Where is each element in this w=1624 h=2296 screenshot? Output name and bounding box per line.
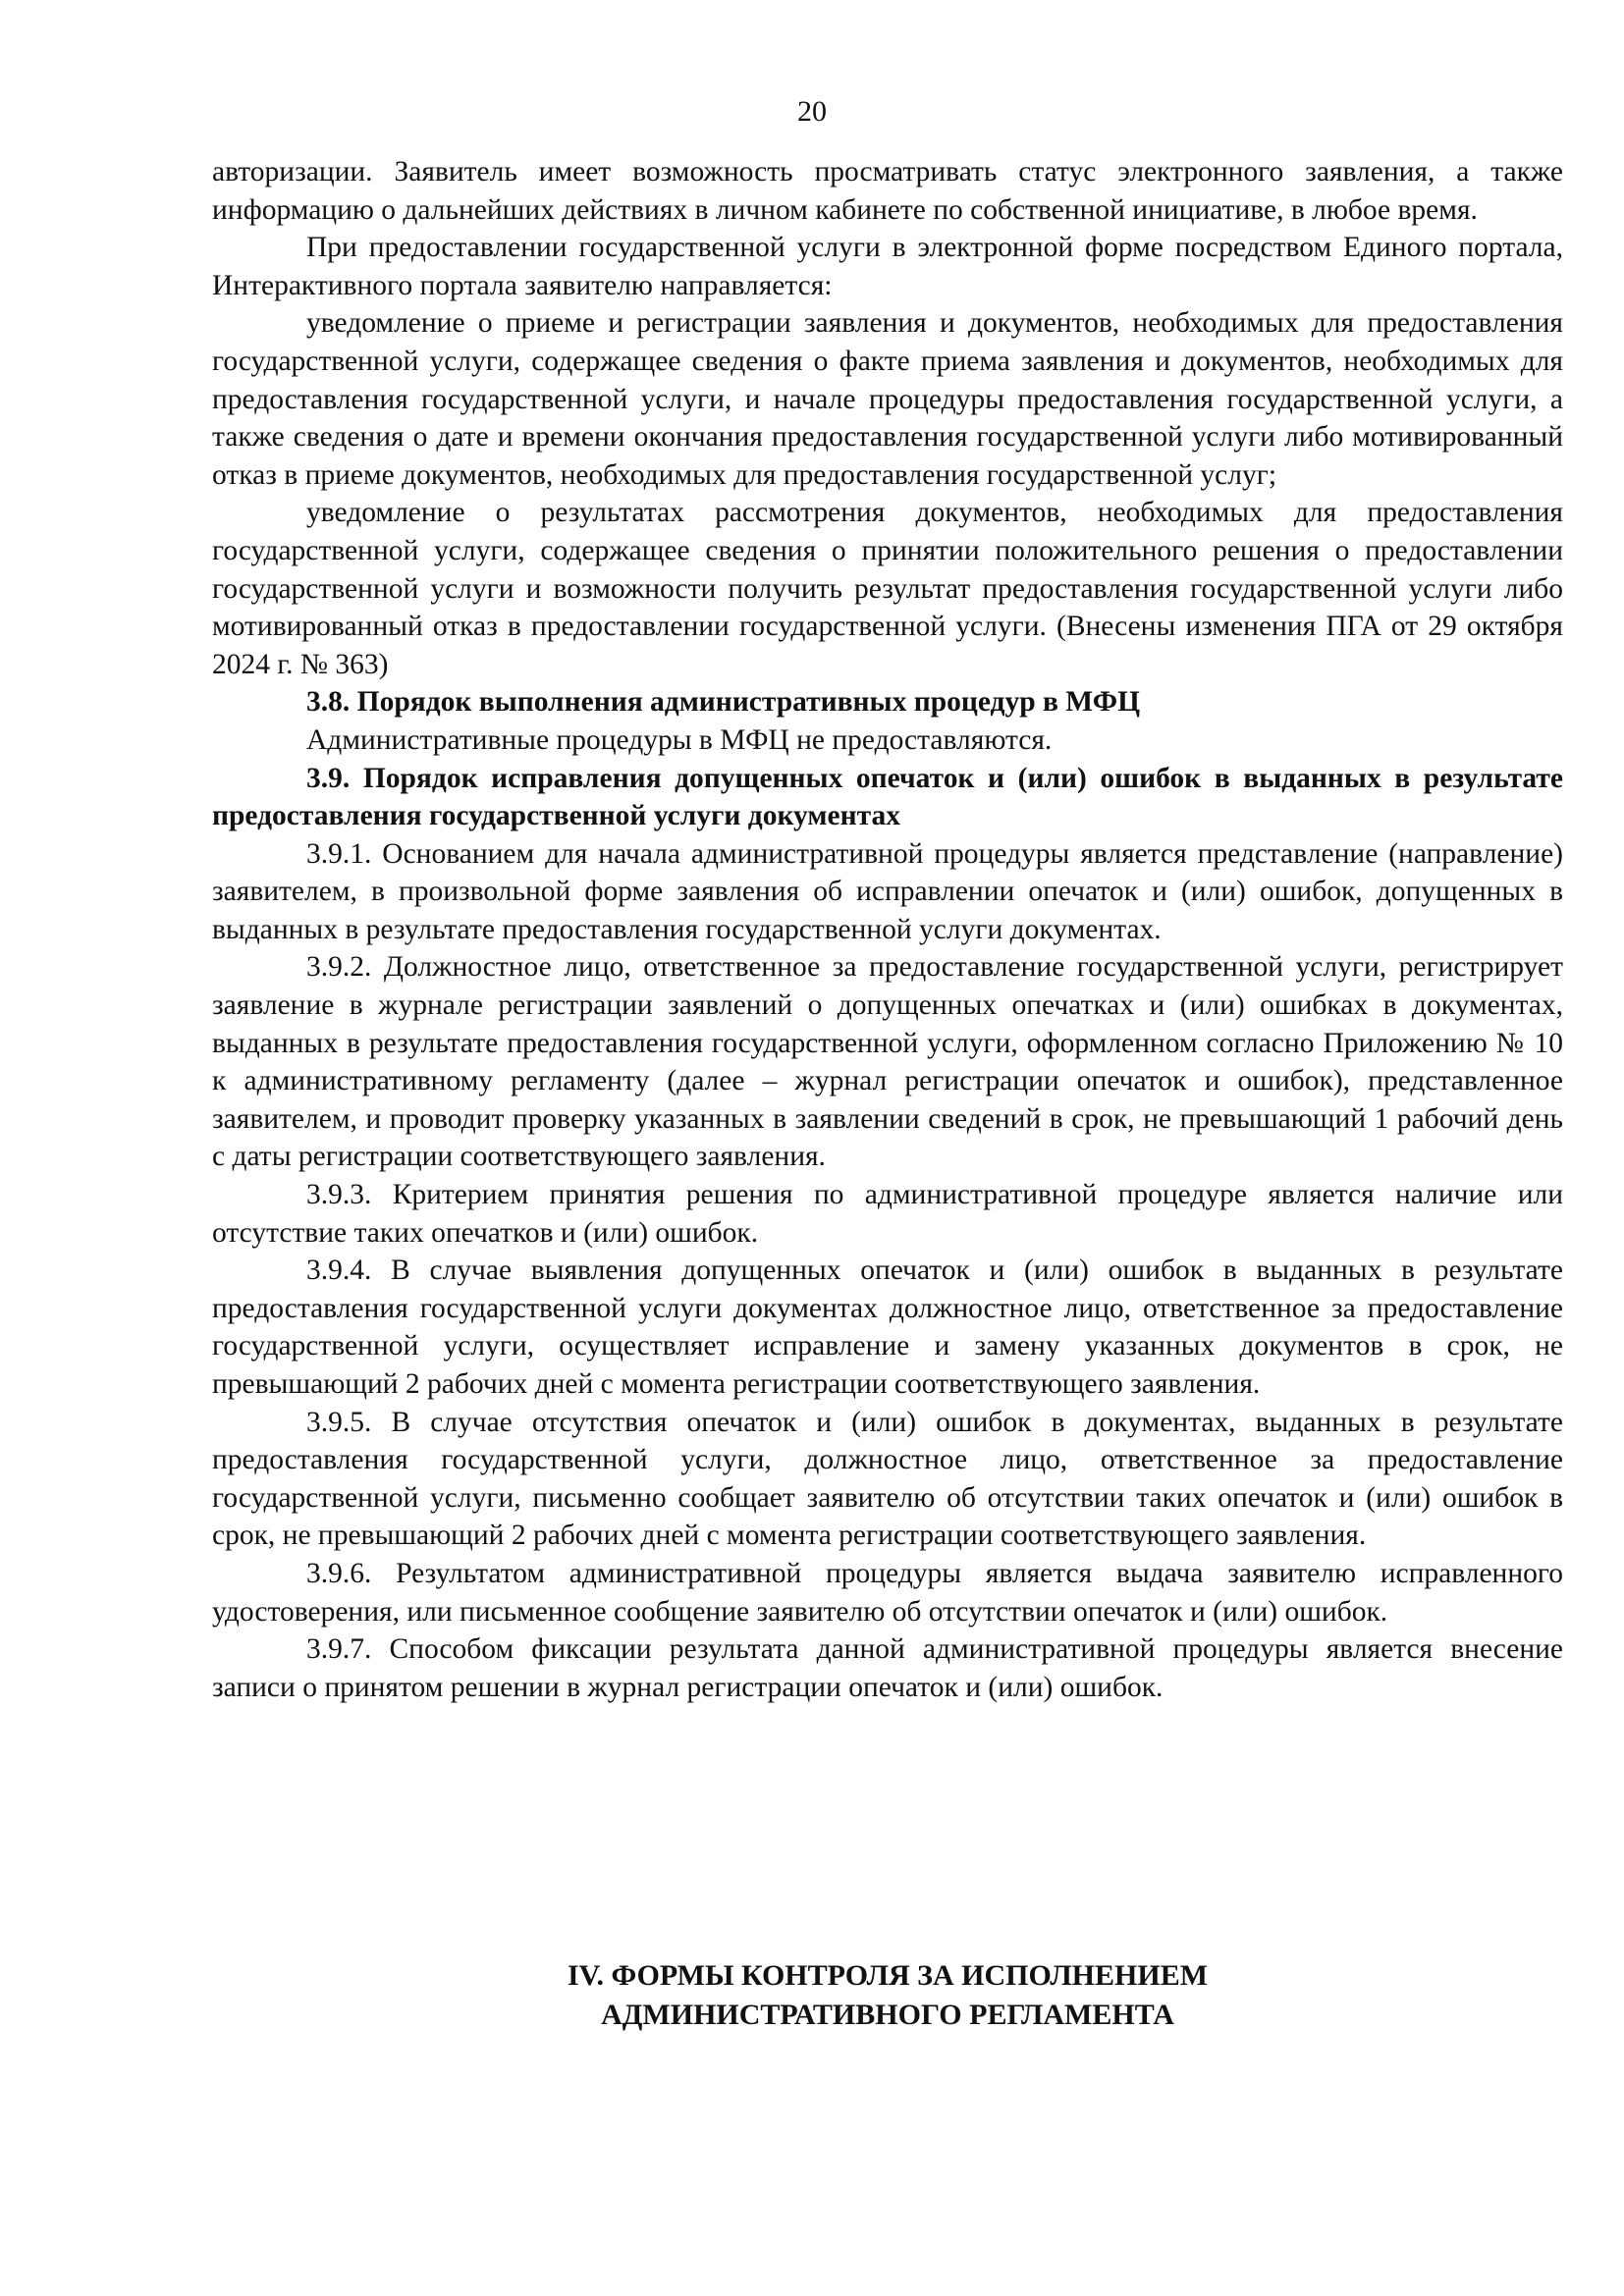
heading-3-8: 3.8. Порядок выполнения административных процедур в МФЦ: [306, 686, 1141, 719]
paragraph-3-9-4: 3.9.4. В случае выявления допущенных опечаток и (или) ошибок в выданных в результате предоставления государственной услуги документах должностное лицо, ответственное за предоставление государственной услуги, осуществляет исправление и замену указанных документов в срок, не превышающий 2 рабочих дней с момента регистрации соответствующего заявления.: [212, 1255, 1563, 1400]
section-title-line-1: IV. ФОРМЫ КОНТРОЛЯ ЗА ИСПОЛНЕНИЕМ: [567, 1959, 1209, 1992]
document-body: [212, 153, 1563, 1706]
paragraph-authorization: авторизации. Заявитель имеет возможность просматривать статус электронного заявления, а также информацию о дальнейших действиях в личном кабинете по собственной инициативе, в любое время.: [212, 156, 1563, 226]
paragraph-3-9-2: 3.9.2. Должностное лицо, ответственное за предоставление государственной услуги, регистрирует заявление в журнале регистрации заявлений о допущенных опечатках и (или) ошибках в документах, выданных в результате предоставления государственной услуги, оформленном согласно Приложению № 10 к административному регламенту (далее – журнал регистрации опечаток и ошибок), представленное заявителем, и проводит проверку указанных в заявлении сведений в срок, не превышающий 1 рабочий день с даты регистрации соответствующего заявления.: [212, 951, 1563, 1173]
paragraph-electronic-form: При предоставлении государственной услуги в электронной форме посредством Единого портала, Интерактивного портала заявителю направляется:: [212, 232, 1563, 301]
paragraph-3-9-1: 3.9.1. Основанием для начала административной процедуры является представление (направление) заявителем, в произвольной форме заявления об исправлении опечаток и (или) ошибок, допущенных в выданных в результате предоставления государственной услуги документах.: [212, 837, 1563, 945]
paragraph-3-9-7: 3.9.7. Способом фиксации результата данной административной процедуры является внесение записи о принятом решении в журнал регистрации опечаток и (или) ошибок.: [212, 1633, 1563, 1703]
paragraph-3-9-5: 3.9.5. В случае отсутствия опечаток и (или) ошибок в документах, выданных в результате предоставления государственной услуги, должностное лицо, ответственное за предоставление государственной услуги, письменно сообщает заявителю об отсутствии таких опечаток и (или) ошибок в срок, не превышающий 2 рабочих дней с момента регистрации соответствующего заявления.: [212, 1406, 1563, 1552]
section-title-line-2: АДМИНИСТРАТИВНОГО РЕГЛАМЕНТА: [601, 1999, 1174, 2031]
paragraph-3-9-3: 3.9.3. Критерием принятия решения по административной процедуре является наличие или отсутствие таких опечатков и (или) ошибок.: [212, 1179, 1563, 1249]
paragraph-notice-receipt: уведомление о приеме и регистрации заявления и документов, необходимых для предоставления государственной услуги, содержащее сведения о факте приема заявления и документов, необходимых для предоставления государственной услуги, и начале процедуры предоставления государственной услуги, а также сведения о дате и времени окончания предоставления государственной услуги либо мотивированный отказ в приеме документов, необходимых для предоставления государственной услуг;: [212, 307, 1563, 491]
paragraph-3-9-6: 3.9.6. Результатом административной процедуры является выдача заявителю исправленного удостоверения, или письменное сообщение заявителю об отсутствии опечаток и (или) ошибок.: [212, 1557, 1563, 1628]
paragraph-mfc: Административные процедуры в МФЦ не предоставляются.: [306, 723, 1053, 756]
paragraph-notice-results: уведомление о результатах рассмотрения документов, необходимых для предоставления государственной услуги, содержащее сведения о принятии положительного решения о предоставлении государственной услуги и возможности получить результат предоставления государственной услуги либо мотивированный отказ в предоставлении государственной услуги. (Внесены изменения ПГА от 29 октября 2024 г. № 363): [212, 497, 1563, 680]
page-number: 20: [797, 95, 827, 128]
section-title: [212, 1956, 1563, 2035]
heading-3-9: 3.9. Порядок исправления допущенных опечаток и (или) ошибок в выданных в результате предоставления государственной услуги документах: [212, 762, 1563, 832]
